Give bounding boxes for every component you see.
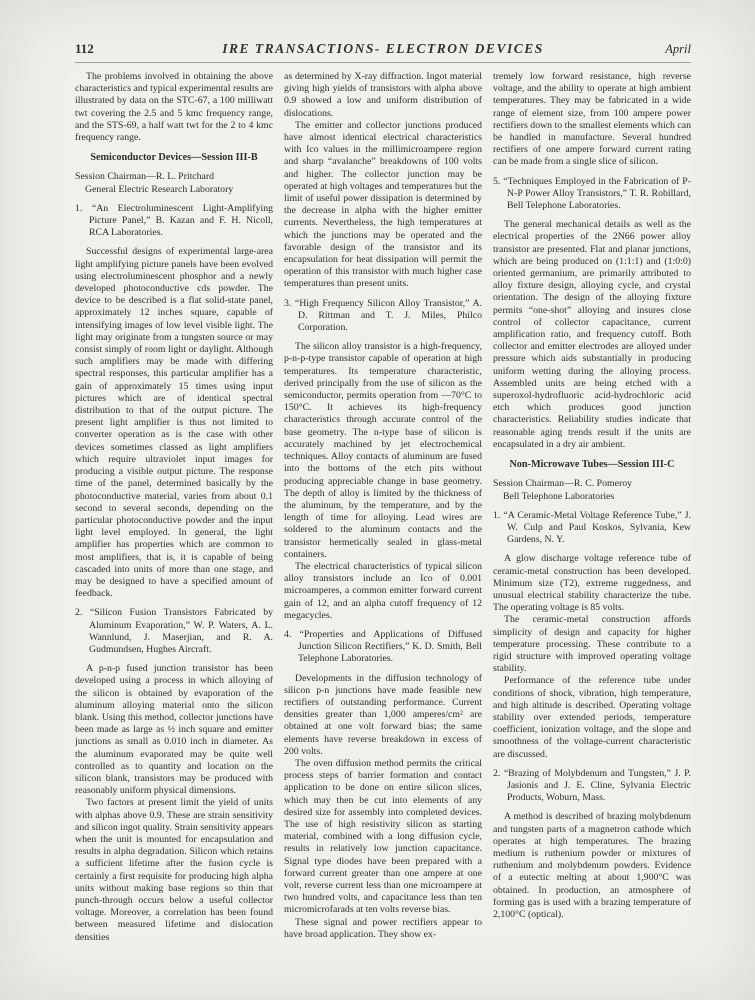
paragraph: The problems involved in obtaining the above characteristics and typical experimental results are illustrated by data on the STC-67, a 100 milliwatt twt covering the 2.5 and 5 kmc frequency range, and the STS-69, a half watt twt for the 2 to 4 kmc frequency range. <box>75 71 273 144</box>
abstract-item-heading: 1. “An Electroluminescent Light-Amplifying Picture Panel,” B. Kazan and F. H. Nicoll, RCA Laboratories. <box>75 202 273 239</box>
page-number: 112 <box>75 41 94 56</box>
running-header <box>75 41 691 57</box>
paragraph: tremely low forward resistance, high reverse voltage, and the ability to operate at high ambient temperatures. They may be fabricated in a wide range of element size, from 100 ampere power rectifiers down to the smallest elements which can be handled in manufacture. Several hundred rectifiers of one ampere forward current rating can be made from a single slice of silicon. <box>493 71 691 168</box>
session-chairman <box>493 478 691 502</box>
column-3 <box>493 71 691 979</box>
chairman-name: Session Chairman—R. L. Pritchard <box>75 171 215 183</box>
abstract-item-heading: 5. “Techniques Employed in the Fabrication of P-N-P Power Alloy Transistors,” T. R. Robillard, Bell Telephone Laboratories. <box>493 175 691 212</box>
abstract-item-heading: 2. “Silicon Fusion Transistors Fabricated by Aluminum Evaporation,” W. P. Waters, A. L. Wannlund, J. Maserjian, and R. A. Gudmundsen, Hughes Aircraft. <box>75 607 273 655</box>
paragraph: as determined by X-ray diffraction. Ingot material giving high yields of transistors with alpha above 0.9 showed a low and uniform distribution of dislocations. <box>284 71 482 119</box>
abstract-item-heading: 3. “High Frequency Silicon Alloy Transistor,” A. D. Rittman and T. J. Miles, Philco Corporation. <box>284 297 482 334</box>
chairman-affiliation: General Electric Research Laboratory <box>85 183 234 195</box>
paragraph: Performance of the reference tube under conditions of shock, vibration, high temperature, and high altitude is described. Operating voltage stability over extended periods, temperature coefficient, ionization voltage, and the slope and smoothness of the voltage-current characteristic are discussed. <box>493 675 691 760</box>
header-rule <box>75 62 691 63</box>
text-columns <box>75 71 691 979</box>
journal-title: IRE TRANSACTIONS- ELECTRON DEVICES <box>222 41 544 56</box>
abstract-item-heading: 4. “Properties and Applications of Diffused Junction Silicon Rectifiers,” K. D. Smith, Bell Telephone Laboratories. <box>284 628 482 665</box>
issue-month: April <box>665 42 691 56</box>
abstract-item-heading: 2. “Brazing of Molybdenum and Tungsten,” J. P. Jasionis and J. E. Cline, Sylvania Electric Products, Woburn, Mass. <box>493 767 691 804</box>
session-heading: Semiconductor Devices—Session III-B <box>90 152 258 164</box>
paragraph: Developments in the diffusion technology of silicon p-n junctions have made feasible new rectifiers of outstanding performance. Current densities greater than 1,000 amperes/cm² are obtained at one volt forward bias; the same elements have reverse breakdown in excess of 200 volts. <box>284 672 482 757</box>
paragraph: Successful designs of experimental large-area light amplifying picture panels have been evolved using electroluminescent phosphor and a newly developed photoconductive cds powder. The device to be described is a flat solid-state panel, approximately 12 inches square, capable of intensifying images of low level visible light. The light may originate from a tungsten source or may consist simply of room light or daylight. Although such amplifiers may be made with differing spectral responses, this particular amplifier has a gain of approximately 15 times using input pictures which are of identical spectral distribution to that of the output picture. The present light amplifier is thus not limited to converter operation as is the case with other devices sometimes classed as light amplifiers which require ultraviolet input images for producing a visible output picture. The response time of the panel, determined basically by the photoconductive material, varies from about 0.1 second to several seconds, depending on the particular photoconductive powder and the input light level employed. In general, the light amplifier has properties which are common to most amplifiers, that is, it is capable of being cascaded into units of more than one stage, and may be designed to have a specified amount of feedback. <box>75 246 273 600</box>
paragraph: The silicon alloy transistor is a high-frequency, p-n-p-type transistor capable of operation at high temperatures. Its temperature characteristic, derived principally from the use of silicon as the semiconductor, permits operation from —70°C to 150°C. It achieves its high-frequency characteristics through accurate control of the base geometry. The n-type base of silicon is accurately machined by jet electrochemical techniques. Alloy contacts of aluminum are fused into the bottoms of the etch pits without producing appreciable change in base geometry. The depth of alloy is limited by the thickness of the aluminum, by the temperature, and by the length of time for alloying. Lead wires are soldered to the aluminum contacts and the transistor hermetically sealed in glass-metal containers. <box>284 341 482 560</box>
paragraph: Two factors at present limit the yield of units with alphas above 0.9. These are strain sensitivity and silicon ingot quality. Strain sensitivity appears when the unit is mounted for encapsulation and results in alpha degradation. Silicon which retains a sufficient lifetime after the fusion cycle is certainly a first requisite for producing high alpha units without making base regions so thin that punch-through occurs below a useful collector voltage. Moreover, a correlation has been found between measured lifetime and dislocation densities <box>75 797 273 943</box>
paragraph: The oven diffusion method permits the critical process steps of barrier formation and contact application to be done on entire silicon slices, which may then be cut into elements of any desired size for assembly into completed devices. The use of high resistivity silicon as starting material, combined with a long diffusion cycle, results in relatively low junction capacitance. Signal type diodes have been prepared with a forward current greater than one ampere at one volt, reverse current less than one microampere at two hundred volts, and capacitance less than ten micromicrofarads at ten volts reverse bias. <box>284 757 482 916</box>
paragraph: A glow discharge voltage reference tube of ceramic-metal construction has been developed. Minimum size (T2), extreme ruggedness, and unusual electrical stability characterize the tube. The operating voltage is 85 volts. <box>493 553 691 614</box>
chairman-affiliation: Bell Telephone Laboratories <box>503 490 615 502</box>
abstract-item-heading: 1. “A Ceramic-Metal Voltage Reference Tube,” J. W. Culp and Paul Koskos, Sylvania, Kew Gardens, N. Y. <box>493 509 691 546</box>
chairman-name: Session Chairman—R. C. Pomeroy <box>493 478 633 490</box>
paragraph: The electrical characteristics of typical silicon alloy transistors include an Ico of 0.001 microamperes, a common emitter forward current gain of 12, and an alpha cutoff frequency of 12 megacycles. <box>284 560 482 621</box>
session-chairman <box>75 171 273 195</box>
paragraph: A method is described of brazing molybdenum and tungsten parts of a magnetron cathode which operates at high temperatures. The brazing medium is ruthenium powder or mixtures of ruthenium and molybdenum powders. Evidence of a eutectic melting at about 1,900°C was obtained. In production, an atmosphere of forming gas is used with a brazing temperature of 2,100°C (optical). <box>493 811 691 920</box>
paragraph: The emitter and collector junctions produced have almost identical electrical characteristics with Ico values in the millimicroampere region and sharp “avalanche” breakdowns of 100 volts and higher. The collector junction may be operated at high voltages and temperatures but the limit of useful power dissipation is determined by the decrease in alpha with the higher emitter currents. Nevertheless, the high temperatures at which the junctions may be operated and the favorable design of the transistor and its encapsulation for heat dissipation will permit the operation of this transistor with much higher case temperatures than present units. <box>284 119 482 290</box>
paragraph: The ceramic-metal construction affords simplicity of design and capacity for higher temperature processing. These contribute to a rigid structure with improved operating voltage stability. <box>493 614 691 675</box>
column-1 <box>75 71 273 979</box>
session-heading: Non-Microwave Tubes—Session III-C <box>509 459 675 471</box>
paragraph: A p-n-p fused junction transistor has been developed using a process in which alloying of the silicon is obtained by evaporation of the aluminum alloying material onto the silicon blank. Using this method, collector junctions have been made as large as ½ inch square and emitter junctions as small as 0.010 inch in diameter. As the aluminum evaporated may be quite well controlled as to quantity and location on the silicon blank, transistors may be produced with reasonably uniform physical dimensions. <box>75 663 273 797</box>
paragraph: The general mechanical details as well as the electrical properties of the 2N66 power alloy transistor are presented. Flat and planar junctions, which are being produced on (1:1:1) and (1:0:0) oriented germanium, are primarily attributed to alloy fixture design, alloying cycle, and crystal orientation. The design of the alloying fixture permits “one-shot” alloying and insures close control of collector capacitance, current amplification ratio, and frequency cutoff. Both collector and emitter electrodes are alloyed under pressure which aids substantially in producing uniform wetting during the alloying process. Assembled units are being etched with a superoxol-hydrofluoric acid-hydrochloric acid etch which produces good junction characteristics. Reliability studies indicate that reasonable aging trends result if the units are encapsulated in a dry air ambient. <box>493 219 691 450</box>
paragraph: These signal and power rectifiers appear to have broad application. They show ex- <box>284 916 482 940</box>
column-2 <box>284 71 482 979</box>
